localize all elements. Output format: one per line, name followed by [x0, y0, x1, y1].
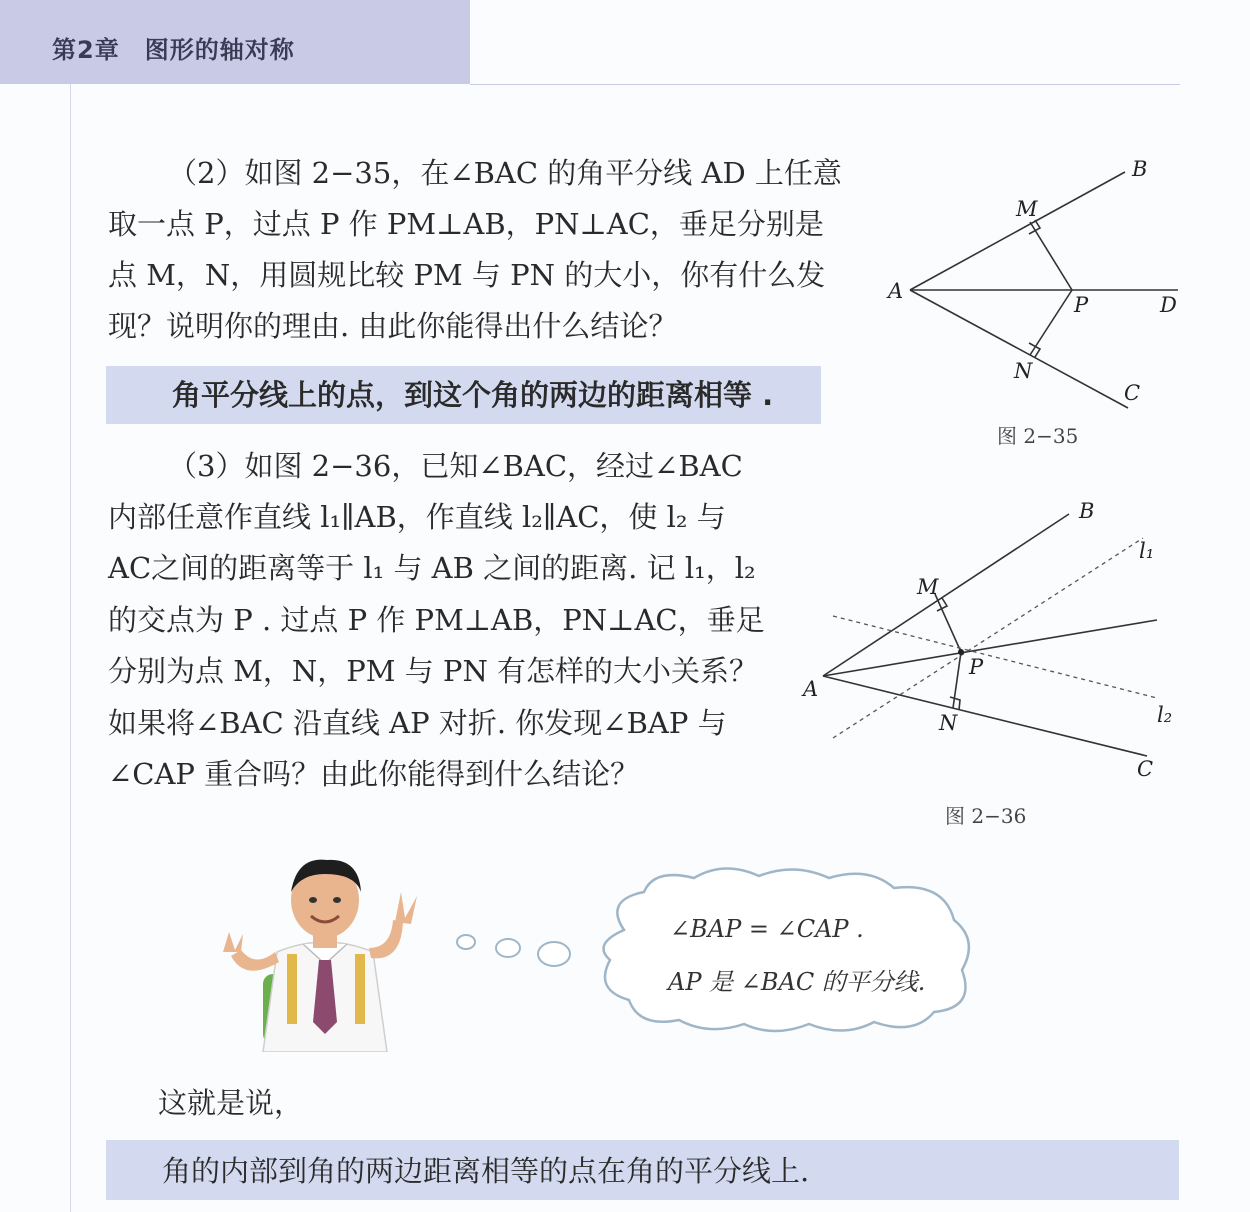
- fig36-label-M: M: [917, 575, 939, 599]
- part3-line-5: 分别为点 M，N，PM 与 PN 有怎样的大小关系？: [108, 654, 759, 688]
- part2-line-1: （2）如图 2−35，在∠BAC 的角平分线 AD 上任意: [168, 156, 842, 190]
- summary-statement: 角的内部到角的两边距离相等的点在角的平分线上.: [162, 1154, 810, 1188]
- summary-intro: 这就是说，: [158, 1086, 304, 1120]
- fig35-label-N: N: [1014, 359, 1033, 383]
- figure-2-36-caption: 图 2−36: [945, 804, 1027, 828]
- fig36-label-P: P: [969, 655, 984, 679]
- part3-line-2: 内部任意作直线 l₁∥AB，作直线 l₂∥AC，使 l₂ 与: [108, 500, 726, 534]
- part3-line-4: 的交点为 P . 过点 P 作 PM⊥AB，PN⊥AC，垂足: [108, 603, 765, 637]
- fig36-label-B: B: [1079, 499, 1095, 523]
- part2-line-2: 取一点 P，过点 P 作 PM⊥AB，PN⊥AC，垂足分别是: [108, 207, 824, 241]
- header-rule: [470, 84, 1180, 85]
- conclusion-text: 角平分线上的点，到这个角的两边的距离相等 .: [172, 378, 774, 412]
- part3-line-6: 如果将∠BAC 沿直线 AP 对折. 你发现∠BAP 与: [108, 706, 727, 740]
- chapter-title: 第2章 图形的轴对称: [52, 36, 295, 64]
- bubble-line-1: ∠BAP = ∠CAP .: [670, 915, 864, 943]
- fig35-label-B: B: [1132, 157, 1148, 181]
- part2-line-3: 点 M，N，用圆规比较 PM 与 PN 的大小，你有什么发: [108, 258, 826, 292]
- fig35-label-D: D: [1160, 293, 1177, 317]
- bubble-line-2: AP 是 ∠BAC 的平分线.: [668, 968, 926, 996]
- part3-line-1: （3）如图 2−36，已知∠BAC，经过∠BAC: [168, 449, 743, 483]
- fig36-label-A: A: [803, 677, 819, 701]
- thought-trail: [452, 928, 582, 978]
- part3-line-3: AC之间的距离等于 l₁ 与 AB 之间的距离. 记 l₁，l₂: [108, 551, 756, 585]
- fig36-label-C: C: [1137, 757, 1154, 781]
- left-margin-rule: [70, 84, 71, 1212]
- fig36-label-l1: l₁: [1139, 539, 1155, 563]
- fig35-label-P: P: [1074, 293, 1089, 317]
- fig36-label-l2: l₂: [1157, 703, 1173, 727]
- fig35-label-A: A: [888, 279, 904, 303]
- figure-2-36: [795, 490, 1180, 795]
- figure-2-35-caption: 图 2−35: [997, 424, 1079, 448]
- part3-line-7: ∠CAP 重合吗？由此你能得到什么结论？: [108, 757, 640, 791]
- student-illustration: [205, 852, 445, 1052]
- part2-line-4: 现？说明你的理由. 由此你能得出什么结论？: [108, 309, 678, 343]
- fig36-label-N: N: [939, 711, 958, 735]
- figure-2-35: [870, 150, 1200, 420]
- thought-bubble: [584, 860, 984, 1040]
- fig35-label-C: C: [1124, 381, 1141, 405]
- fig35-label-M: M: [1016, 197, 1038, 221]
